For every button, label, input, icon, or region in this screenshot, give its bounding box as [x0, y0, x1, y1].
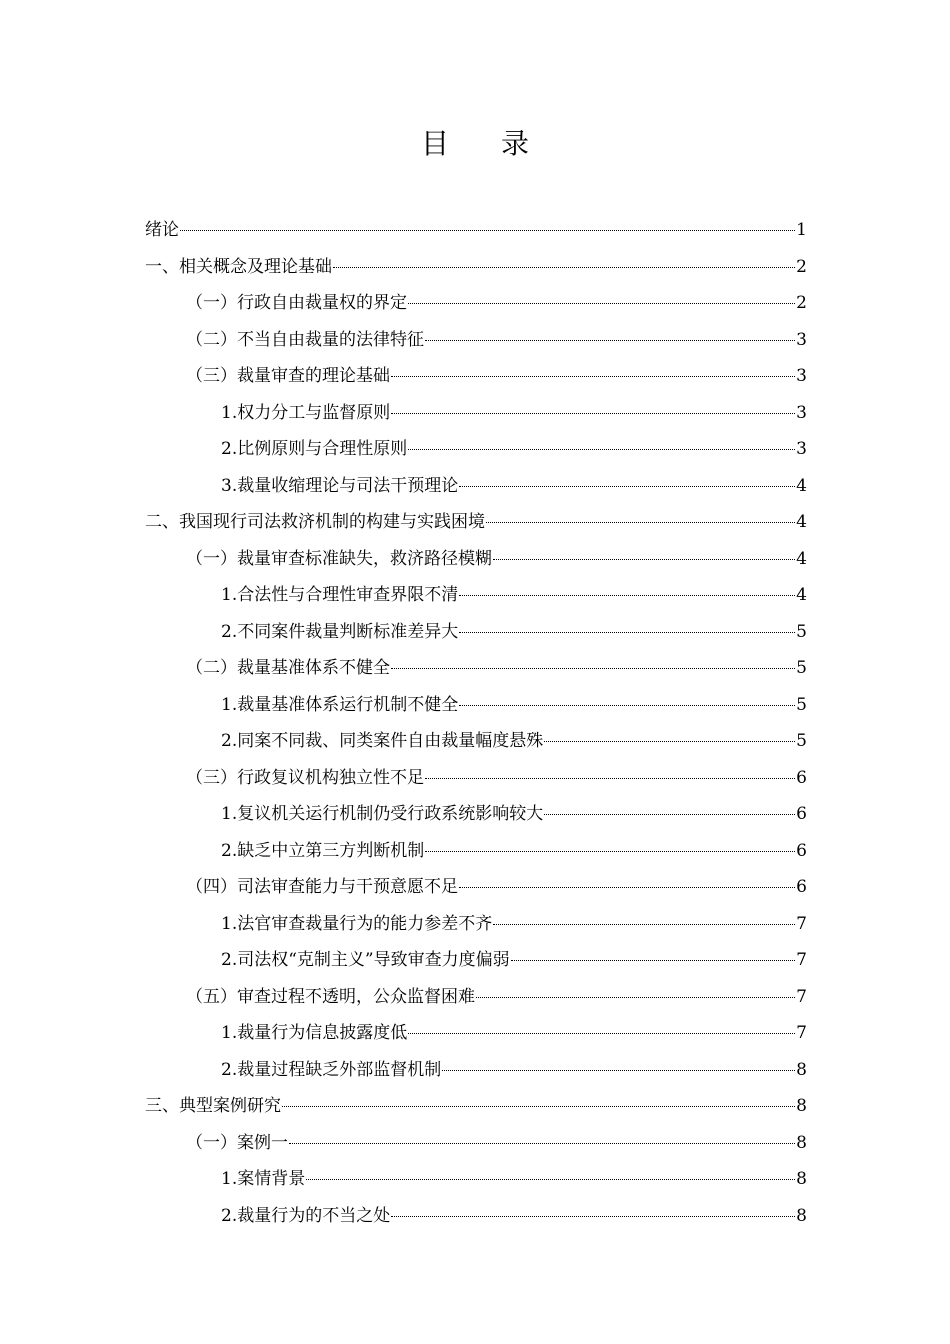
toc-entry[interactable] [145, 1088, 807, 1124]
toc-entry[interactable] [221, 1052, 807, 1088]
toc-page-number: 4 [796, 512, 807, 532]
toc-entry[interactable] [221, 468, 807, 504]
toc-entry[interactable] [221, 614, 807, 650]
toc-page-number: 6 [796, 877, 807, 897]
toc-entry[interactable] [221, 687, 807, 723]
toc-dot-leader [486, 522, 795, 523]
toc-page-number: 8 [796, 1060, 807, 1080]
toc-page-number: 1 [796, 220, 807, 240]
toc-page-number: 7 [796, 950, 807, 970]
toc-entry[interactable] [186, 1125, 807, 1161]
toc-page-number: 5 [796, 658, 807, 678]
toc-dot-leader [544, 741, 795, 742]
toc-dot-leader [476, 997, 795, 998]
toc-dot-leader [391, 668, 795, 669]
toc-dot-leader [459, 486, 795, 487]
toc-page-number: 3 [796, 439, 807, 459]
toc-page-number: 7 [796, 1023, 807, 1043]
toc-page-number: 8 [796, 1206, 807, 1226]
toc-entry-text: 2.同案不同裁、同类案件自由裁量幅度悬殊 [221, 731, 544, 751]
toc-entry[interactable] [186, 358, 807, 394]
toc-entry[interactable] [186, 869, 807, 905]
toc-page-number: 2 [796, 257, 807, 277]
toc-dot-leader [282, 1106, 795, 1107]
toc-page-number: 6 [796, 841, 807, 861]
toc-page-number: 6 [796, 804, 807, 824]
toc-page-number: 8 [796, 1096, 807, 1116]
toc-entry-text: 2.裁量行为的不当之处 [221, 1206, 391, 1226]
toc-title-char-2: 录 [501, 127, 530, 160]
toc-page-number: 4 [796, 549, 807, 569]
toc-entry[interactable] [186, 322, 807, 358]
toc-page-number: 7 [796, 914, 807, 934]
toc-page-number: 4 [796, 476, 807, 496]
toc-entry[interactable] [221, 1198, 807, 1234]
toc-entry-text: 3.裁量收缩理论与司法干预理论 [221, 476, 459, 496]
toc-entry-text: （一）行政自由裁量权的界定 [186, 293, 407, 313]
toc-page-number: 8 [796, 1133, 807, 1153]
toc-entry-text: （二）不当自由裁量的法律特征 [186, 330, 424, 350]
toc-entry[interactable] [186, 979, 807, 1015]
toc-entry-text: （三）裁量审查的理论基础 [186, 366, 390, 386]
toc-entry-text: 2.裁量过程缺乏外部监督机制 [221, 1060, 442, 1080]
toc-entry-text: 三、典型案例研究 [145, 1096, 281, 1116]
toc-entry-text: 一、相关概念及理论基础 [145, 257, 332, 277]
toc-entry[interactable] [221, 906, 807, 942]
toc-dot-leader [408, 449, 795, 450]
toc-dot-leader [425, 340, 795, 341]
toc-page-number: 4 [796, 585, 807, 605]
toc-dot-leader [408, 303, 795, 304]
toc-entry-text: 1.裁量基准体系运行机制不健全 [221, 695, 459, 715]
toc-dot-leader [391, 413, 795, 414]
toc-entry[interactable] [221, 796, 807, 832]
toc-entry-text: （二）裁量基准体系不健全 [186, 658, 390, 678]
toc-entry-text: 二、我国现行司法救济机制的构建与实践困境 [145, 512, 485, 532]
toc-dot-leader [425, 851, 795, 852]
toc-entry[interactable] [221, 942, 807, 978]
toc-entry[interactable] [145, 212, 807, 248]
toc-entry[interactable] [221, 833, 807, 869]
toc-entry-text: 1.案情背景 [221, 1169, 306, 1189]
toc-entry-text: 2.不同案件裁量判断标准差异大 [221, 622, 459, 642]
toc-dot-leader [493, 924, 795, 925]
toc-entry[interactable] [221, 395, 807, 431]
toc-page-number: 5 [796, 731, 807, 751]
toc-entry-text: （一）案例一 [186, 1133, 288, 1153]
toc-entry-text: 2.司法权“克制主义”导致审查力度偏弱 [221, 950, 510, 970]
toc-entry[interactable] [186, 760, 807, 796]
toc-page-number: 3 [796, 366, 807, 386]
toc-entry[interactable] [221, 723, 807, 759]
toc-entry-text: 2.缺乏中立第三方判断机制 [221, 841, 425, 861]
toc-entry-text: 1.复议机关运行机制仍受行政系统影响较大 [221, 804, 544, 824]
toc-entry-text: 1.法官审查裁量行为的能力参差不齐 [221, 914, 493, 934]
toc-page-number: 6 [796, 768, 807, 788]
toc-dot-leader [180, 230, 795, 231]
toc-dot-leader [544, 814, 795, 815]
toc-dot-leader [391, 1216, 795, 1217]
toc-entry-text: （五）审查过程不透明，公众监督困难 [186, 987, 475, 1007]
toc-entry-text: （四）司法审查能力与干预意愿不足 [186, 877, 458, 897]
toc-entry[interactable] [221, 1161, 807, 1197]
toc-page-number: 3 [796, 330, 807, 350]
toc-dot-leader [333, 267, 795, 268]
toc-dot-leader [459, 887, 795, 888]
toc-entry[interactable] [221, 431, 807, 467]
toc-entry-text: 1.合法性与合理性审查界限不清 [221, 585, 459, 605]
toc-entry[interactable] [186, 650, 807, 686]
toc-entry-text: 绪论 [145, 220, 179, 240]
toc-entry[interactable] [145, 249, 807, 285]
toc-dot-leader [459, 595, 795, 596]
toc-page-number: 2 [796, 293, 807, 313]
toc-page-number: 8 [796, 1169, 807, 1189]
toc-dot-leader [408, 1033, 795, 1034]
toc-entry-text: 2.比例原则与合理性原则 [221, 439, 408, 459]
toc-entry[interactable] [186, 285, 807, 321]
toc-entry-text: 1.权力分工与监督原则 [221, 403, 391, 423]
toc-page-number: 5 [796, 622, 807, 642]
toc-dot-leader [511, 960, 796, 961]
toc-dot-leader [459, 632, 795, 633]
toc-entry[interactable] [221, 577, 807, 613]
toc-dot-leader [289, 1143, 795, 1144]
toc-dot-leader [493, 559, 795, 560]
toc-dot-leader [459, 705, 795, 706]
toc-dot-leader [425, 778, 795, 779]
toc-page-number: 3 [796, 403, 807, 423]
toc-dot-leader [306, 1179, 795, 1180]
toc-title [0, 122, 950, 162]
toc-entry-text: 1.裁量行为信息披露度低 [221, 1023, 408, 1043]
toc-page-number: 5 [796, 695, 807, 715]
toc-entry[interactable] [186, 541, 807, 577]
toc-entry[interactable] [221, 1015, 807, 1051]
toc-dot-leader [391, 376, 795, 377]
toc-entry-text: （三）行政复议机构独立性不足 [186, 768, 424, 788]
toc-entry[interactable] [145, 504, 807, 540]
toc-entry-text: （一）裁量审查标准缺失，救济路径模糊 [186, 549, 492, 569]
toc-dot-leader [442, 1070, 795, 1071]
toc-title-char-1: 目 [420, 127, 449, 160]
toc-page-number: 7 [796, 987, 807, 1007]
